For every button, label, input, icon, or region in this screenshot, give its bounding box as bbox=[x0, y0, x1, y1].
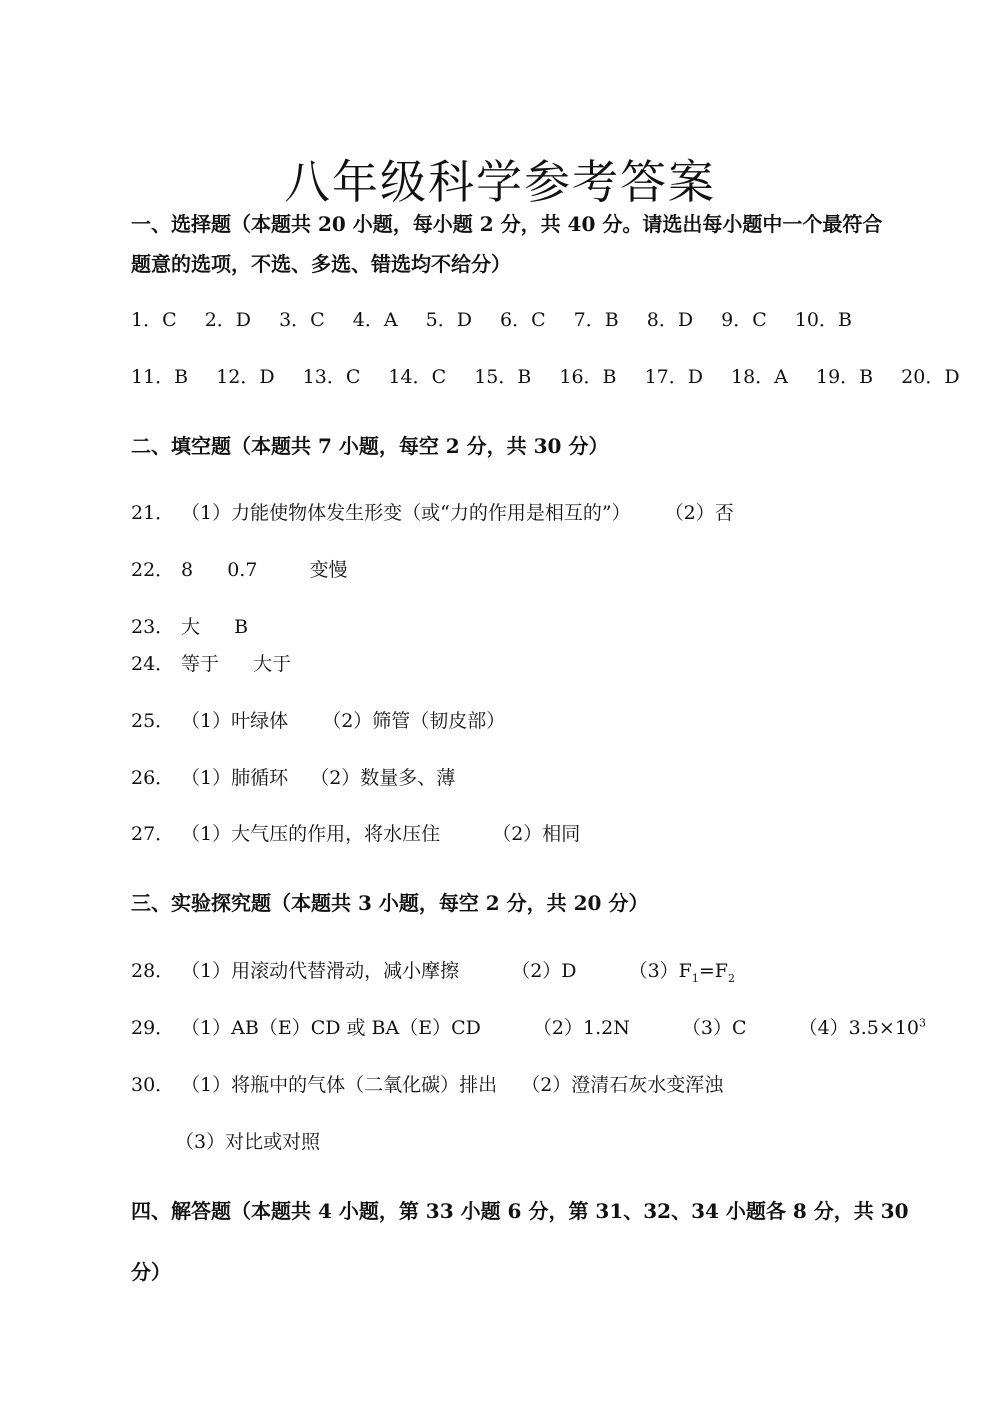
choice-answer: 1．C bbox=[131, 309, 177, 331]
section3-heading: 三、实验探究题（本题共 3 小题，每空 2 分，共 20 分） bbox=[131, 891, 649, 915]
choice-answers-row-2 bbox=[131, 362, 982, 389]
answer-24 bbox=[131, 649, 291, 676]
choice-answer: 17．D bbox=[644, 366, 703, 388]
choice-answer: 8．D bbox=[646, 309, 694, 331]
answer-27 bbox=[131, 819, 580, 846]
answer-part: 等于 bbox=[181, 653, 220, 675]
answer-part: （1）叶绿体 bbox=[181, 710, 289, 732]
answer-part: （2）1.2N bbox=[532, 1017, 630, 1039]
page-title: 八年级科学参考答案 bbox=[284, 155, 716, 209]
section1-heading-line1: 一、选择题（本题共 20 小题，每小题 2 分，共 40 分。请选出每小题中一个最符合 bbox=[131, 212, 883, 236]
question-number: 23． bbox=[131, 616, 175, 638]
question-number: 21． bbox=[131, 502, 175, 524]
answer-30 bbox=[131, 1070, 723, 1097]
choice-answer: 18．A bbox=[731, 366, 788, 388]
choice-answer: 14．C bbox=[388, 366, 447, 388]
answer-part: （2）D bbox=[511, 960, 577, 982]
choice-answer: 13．C bbox=[302, 366, 361, 388]
choice-answers-row-1 bbox=[131, 305, 874, 332]
answer-part: （1）大气压的作用，将水压住 bbox=[181, 823, 441, 845]
answer-part: （2）相同 bbox=[492, 823, 581, 845]
answer-part: B bbox=[234, 616, 249, 638]
answer-part: （1）用滚动代替滑动，减小摩擦 bbox=[181, 960, 460, 982]
choice-answer: 2．D bbox=[204, 309, 252, 331]
choice-answer: 20．D bbox=[901, 366, 960, 388]
question-number: 28． bbox=[131, 960, 175, 982]
question-number: 27． bbox=[131, 823, 175, 845]
answer-part: 8 bbox=[181, 559, 194, 581]
answer-22 bbox=[131, 555, 347, 582]
choice-answer: 9．C bbox=[721, 309, 767, 331]
answer-part: （1）力能使物体发生形变（或“力的作用是相互的”） bbox=[181, 502, 631, 524]
answer-part: $(4)3.5\times 10^3$ bbox=[798, 1016, 926, 1039]
answer-part: （3）C bbox=[681, 1017, 747, 1039]
section2-heading: 二、填空题（本题共 7 小题，每空 2 分，共 30 分） bbox=[131, 434, 609, 458]
question-number: 22． bbox=[131, 559, 175, 581]
choice-answer: 19．B bbox=[815, 366, 874, 388]
answer-26 bbox=[131, 763, 455, 790]
answer-part: 变慢 bbox=[309, 559, 348, 581]
answer-23 bbox=[131, 612, 248, 639]
answer-28 bbox=[131, 956, 735, 985]
section1-heading-line2: 题意的选项，不选、多选、错选均不给分） bbox=[131, 252, 511, 276]
question-number: 30． bbox=[131, 1074, 175, 1096]
question-number: 24． bbox=[131, 653, 175, 675]
answer-part: （1）AB（E）CD 或 BA（E）CD bbox=[181, 1017, 481, 1039]
choice-answer: 5．D bbox=[425, 309, 472, 331]
choice-answer: 3．C bbox=[279, 309, 325, 331]
choice-answer: 16．B bbox=[559, 366, 617, 388]
choice-answer: 10．B bbox=[794, 309, 852, 331]
answer-part: 大于 bbox=[253, 653, 292, 675]
answer-part: （2）否 bbox=[664, 502, 734, 524]
answer-30-part-3: （3）对比或对照 bbox=[175, 1131, 321, 1153]
section4-heading-line2: 分） bbox=[131, 1260, 171, 1284]
choice-answer: 11．B bbox=[131, 366, 189, 388]
answer-part: （2）澄清石灰水变浑浊 bbox=[521, 1074, 724, 1096]
answer-part: （1）肺循环 bbox=[181, 767, 289, 789]
choice-answer: 7．B bbox=[573, 309, 619, 331]
answer-29 bbox=[131, 1013, 926, 1040]
question-number: 29． bbox=[131, 1017, 175, 1039]
section4-heading-line1: 四、解答题（本题共 4 小题，第 33 小题 6 分，第 31、32、34 小题各 8 分，共 30 bbox=[131, 1199, 909, 1223]
answer-part: （1）将瓶中的气体（二氧化碳）排出 bbox=[181, 1074, 498, 1096]
answer-part: 大 bbox=[181, 616, 201, 638]
answer-part: （2）筛管（韧皮部） bbox=[322, 710, 506, 732]
choice-answer: 15．B bbox=[474, 366, 532, 388]
question-number: 26． bbox=[131, 767, 175, 789]
question-number: 25． bbox=[131, 710, 175, 732]
choice-answer: 6．C bbox=[499, 309, 546, 331]
answer-21 bbox=[131, 498, 734, 525]
answer-part: $(3)F_1=F_2$ bbox=[628, 960, 735, 985]
choice-answer: 4．A bbox=[352, 309, 398, 331]
answer-part: 0.7 bbox=[227, 559, 258, 581]
choice-answer: 12．D bbox=[216, 366, 275, 388]
answer-25 bbox=[131, 706, 505, 733]
answer-part: （2）数量多、薄 bbox=[310, 767, 456, 789]
